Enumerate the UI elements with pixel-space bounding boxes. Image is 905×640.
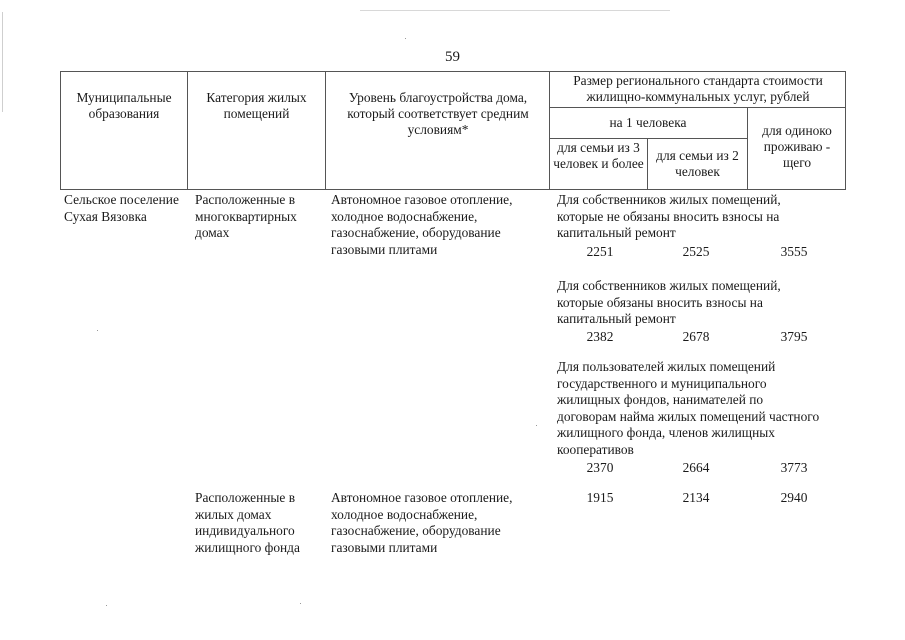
- value-family-3: 2382: [586, 329, 614, 344]
- scan-top-line: [360, 10, 670, 11]
- category-cell: Расположенные в жилых домах индивидуального жилищного фонда: [195, 490, 300, 555]
- value-family-3: 1915: [586, 490, 614, 505]
- category-cell: Расположенные в многоквартирных домах: [195, 192, 297, 240]
- value-single: 3773: [780, 460, 808, 475]
- group-label: Для собственников жилых помещений, которые обязаны вносить взносы на капитальный ремонт: [557, 278, 781, 326]
- value-single: 3795: [780, 329, 808, 344]
- group-label: Для собственников жилых помещений, которые не обязаны вносить взносы на капитальный ремонт: [557, 192, 781, 240]
- header-single: для одиноко проживаю - щего: [762, 123, 832, 170]
- header-standard-size: Размер регионального стандарта стоимости жилищно-коммунальных услуг, рублей: [573, 73, 823, 104]
- header-family-3: для семьи из 3 человек и более: [553, 140, 644, 171]
- header-per-person: на 1 человека: [609, 115, 687, 130]
- header-amenities: Уровень благоустройства дома, который соответствует средним условиям*: [347, 90, 529, 137]
- scan-speck: [405, 38, 406, 39]
- value-single: 3555: [780, 244, 808, 259]
- municipality-cell: Сельское поселение Сухая Вязовка: [64, 192, 179, 224]
- scan-speck: [536, 425, 537, 426]
- amenities-cell: Автономное газовое отопление, холодное водоснабжение, газоснабжение, оборудование газовыми плитами: [331, 490, 513, 555]
- value-family-2: 2678: [682, 329, 710, 344]
- value-single: 2940: [780, 490, 808, 505]
- page-number: 59: [445, 49, 460, 65]
- group-label: Для пользователей жилых помещений государственного и муниципального жилищных фондов, нанимателей по договорам найма жилых помещений частного жилищного фонда, членов жилищных кооперативов: [557, 359, 820, 457]
- value-family-2: 2664: [682, 460, 710, 475]
- header-category: Категория жилых помещений: [206, 90, 307, 121]
- value-family-3: 2251: [586, 244, 614, 259]
- scan-speck: [106, 605, 107, 606]
- header-municipality: Муниципальные образования: [76, 90, 172, 121]
- value-family-3: 2370: [586, 460, 614, 475]
- scan-speck: [300, 603, 301, 604]
- header-family-2: для семьи из 2 человек: [656, 148, 739, 179]
- value-family-2: 2525: [682, 244, 710, 259]
- value-family-2: 2134: [682, 490, 710, 505]
- scan-speck: [97, 330, 98, 331]
- amenities-cell: Автономное газовое отопление, холодное водоснабжение, газоснабжение, оборудование газовыми плитами: [331, 192, 513, 257]
